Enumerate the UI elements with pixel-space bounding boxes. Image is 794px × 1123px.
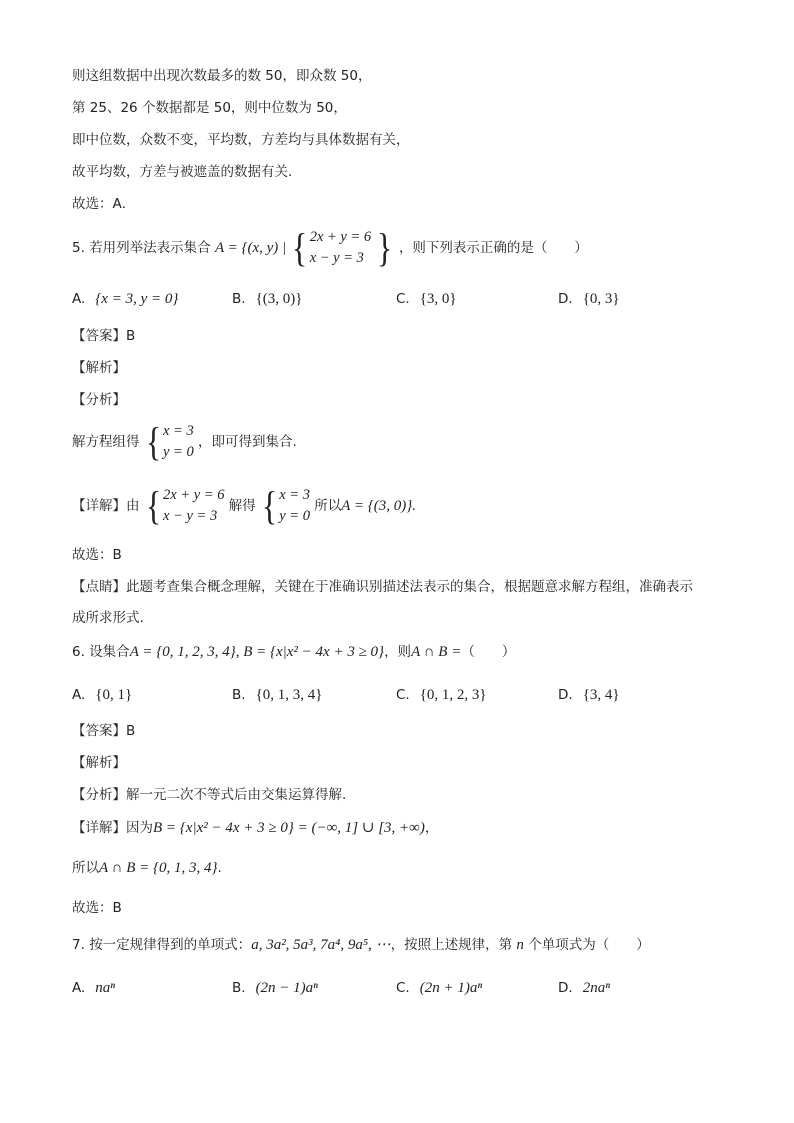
q5-analysis-tag: 【解析】	[72, 360, 126, 376]
q6-option-d[interactable]: D. {3, 4}	[558, 687, 620, 703]
q7-option-d[interactable]: D. 2naⁿ	[558, 980, 610, 996]
q6-option-b[interactable]: B. {0, 1, 3, 4}	[232, 687, 323, 703]
q7-option-a[interactable]: A. naⁿ	[72, 980, 116, 996]
q5-option-c[interactable]: C. {3, 0}	[396, 291, 457, 307]
q6-option-a[interactable]: A. {0, 1}	[72, 687, 133, 703]
q6-analysis-tag: 【解析】	[72, 755, 126, 771]
q5-number: 5.	[72, 240, 85, 256]
q5-answer: 【答案】B	[72, 328, 136, 344]
q5-solution-system: { x = 3 y = 0	[145, 419, 194, 464]
q6-detail: 【详解】因为B = {x|x² − 4x + 3 ≥ 0} = (−∞, 1] ∪ [3, +∞)，	[72, 820, 439, 836]
q5-stem	[72, 226, 588, 270]
q5-eq1: 2x + y = 6	[309, 229, 372, 245]
q5-set-open: A = {(x, y) |	[214, 240, 287, 256]
q7-option-c[interactable]: C. (2n + 1)aⁿ	[396, 980, 483, 996]
q5-fenxi-line: 解方程组得 { x = 3 y = 0 ，即可得到集合.	[72, 419, 297, 464]
q5-suffix: ，则下列表示正确的是（ ）	[398, 240, 588, 256]
q6-fenxi: 【分析】解一元二次不等式后由交集运算得解.	[72, 787, 347, 803]
prev-answer: 故选：A．	[72, 196, 136, 212]
intro-line-1: 则这组数据中出现次数最多的数 50，即众数 50，	[72, 68, 372, 84]
q5-set-close: }	[377, 225, 393, 270]
q6-choose: 故选：B	[72, 900, 122, 916]
q5-option-b[interactable]: B. {(3, 0)}	[232, 291, 303, 307]
q5-choose: 故选：B	[72, 547, 122, 563]
q6-stem: 6. 设集合A = {0, 1, 2, 3, 4}, B = {x|x² − 4x + 3 ≥ 0}，则A ∩ B =（ ）	[72, 644, 516, 660]
q5-fenxi-tag: 【分析】	[72, 392, 126, 408]
q5-dianjing-1: 【点睛】此题考查集合概念理解，关键在于准确识别描述法表示的集合，根据题意求解方程组，准确表示	[72, 579, 693, 595]
q5-dianjing-2: 成所求形式.	[72, 610, 144, 626]
q6-result: 所以A ∩ B = {0, 1, 3, 4}.	[72, 860, 222, 876]
q5-equation-system: { 2x + y = 6 x − y = 3	[292, 225, 372, 270]
q6-option-c[interactable]: C. {0, 1, 2, 3}	[396, 687, 487, 703]
q5-option-a[interactable]: A. {x = 3, y = 0}	[72, 291, 179, 307]
q5-prefix: 若用列举法表示集合	[89, 240, 211, 256]
q5-detail-line: 【详解】由 { 2x + y = 6 x − y = 3 解得 { x = 3 y = 0 所以A = {(3, 0)}.	[72, 483, 417, 528]
intro-line-3: 即中位数，众数不变，平均数，方差均与具体数据有关，	[72, 132, 410, 148]
intro-line-4: 故平均数，方差与被遮盖的数据有关.	[72, 164, 293, 180]
q5-option-d[interactable]: D. {0, 3}	[558, 291, 620, 307]
intro-line-2: 第 25、26 个数据都是 50，则中位数为 50，	[72, 100, 347, 116]
q6-answer: 【答案】B	[72, 723, 136, 739]
q5-eq2: x − y = 3	[309, 250, 364, 266]
q7-stem: 7. 按一定规律得到的单项式：a, 3a², 5a³, 7a⁴, 9a⁵, ⋯，按照上述规律，第 n 个单项式为（ ）	[72, 937, 650, 953]
q7-option-b[interactable]: B. (2n − 1)aⁿ	[232, 980, 318, 996]
